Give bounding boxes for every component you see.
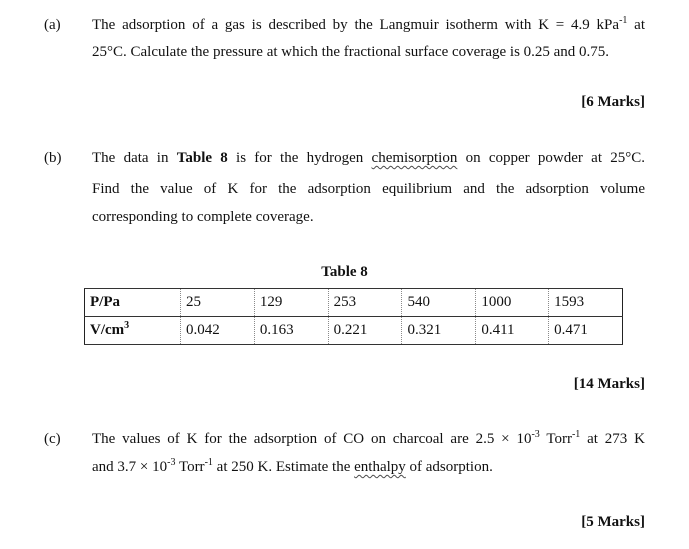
part-a-line-1-end: at (627, 17, 646, 33)
volume-unit: V/cm (90, 322, 125, 338)
table-row (85, 289, 623, 317)
part-c-line-2-a: and 3.7 × 10 (92, 459, 168, 475)
part-c-line-2-b: Torr (175, 459, 205, 475)
table-cell: 0.411 (476, 317, 549, 345)
part-c-line-2-d: of adsorption. (405, 459, 493, 475)
table-row (85, 317, 623, 345)
part-b-line-2: Find the value of K for the adsorption equilibrium and the adsorption volume (92, 181, 645, 197)
part-b-line-1-end: on copper powder at 25°C. (457, 150, 645, 166)
table-cell: 0.163 (254, 317, 328, 345)
part-b-label: (b) (44, 150, 62, 166)
table-cell: 253 (328, 289, 402, 317)
part-b-line-1 (92, 150, 645, 167)
chemisorption-word: chemisorption (371, 150, 458, 166)
table-cell: 1593 (549, 289, 623, 317)
part-c-line-1-b: Torr (539, 431, 572, 447)
part-c-marks: [5 Marks] (581, 514, 645, 530)
table-title: Table 8 (321, 264, 368, 280)
table-cell: 0.221 (328, 317, 402, 345)
part-a-line-1-text: The adsorption of a gas is described by the Langmuir isotherm with K = 4.9 kPa (92, 17, 620, 33)
table-cell: 25 (181, 289, 255, 317)
enthalpy-word: enthalpy (354, 459, 406, 475)
part-c-line-2-c: at 250 K. Estimate the (212, 459, 355, 475)
table-row-header (85, 317, 181, 345)
part-c-line-2-sup2: -1 (204, 457, 213, 468)
part-c-line-1-a: The values of K for the adsorption of CO on charcoal are 2.5 × 10 (92, 431, 532, 447)
part-a-line-1 (92, 17, 645, 34)
part-a-label: (a) (44, 17, 61, 33)
part-a-line-2: 25°C. Calculate the pressure at which the fractional surface coverage is 0.25 and 0.75. (92, 44, 610, 60)
volume-unit-sup: 3 (124, 320, 130, 331)
table-cell: 0.042 (181, 317, 255, 345)
part-a-line-1-sup: -1 (619, 15, 628, 26)
table-cell: 1000 (476, 289, 549, 317)
part-c-label: (c) (44, 431, 61, 447)
table-cell: 129 (254, 289, 328, 317)
data-table (84, 288, 623, 345)
table-cell: 0.321 (402, 317, 476, 345)
part-c-line-1-sup2: -1 (571, 429, 581, 440)
part-c-line-1-c: at 273 K (580, 431, 645, 447)
table-cell: 540 (402, 289, 476, 317)
part-a-marks: [6 Marks] (581, 94, 645, 110)
part-b-line-1-start: The data in (92, 150, 177, 166)
part-c-line-2 (92, 459, 493, 476)
part-c-line-1 (92, 431, 645, 448)
part-b-line-3: corresponding to complete coverage. (92, 209, 314, 225)
part-c-line-2-sup1: -3 (167, 457, 176, 468)
table-cell: 0.471 (549, 317, 623, 345)
part-b-line-1-mid: is for the hydrogen (227, 150, 372, 166)
table-reference: Table 8 (176, 150, 228, 166)
part-c-line-1-sup1: -3 (531, 429, 540, 440)
part-b-marks: [14 Marks] (573, 376, 645, 392)
table-row-header: P/Pa (85, 289, 181, 317)
